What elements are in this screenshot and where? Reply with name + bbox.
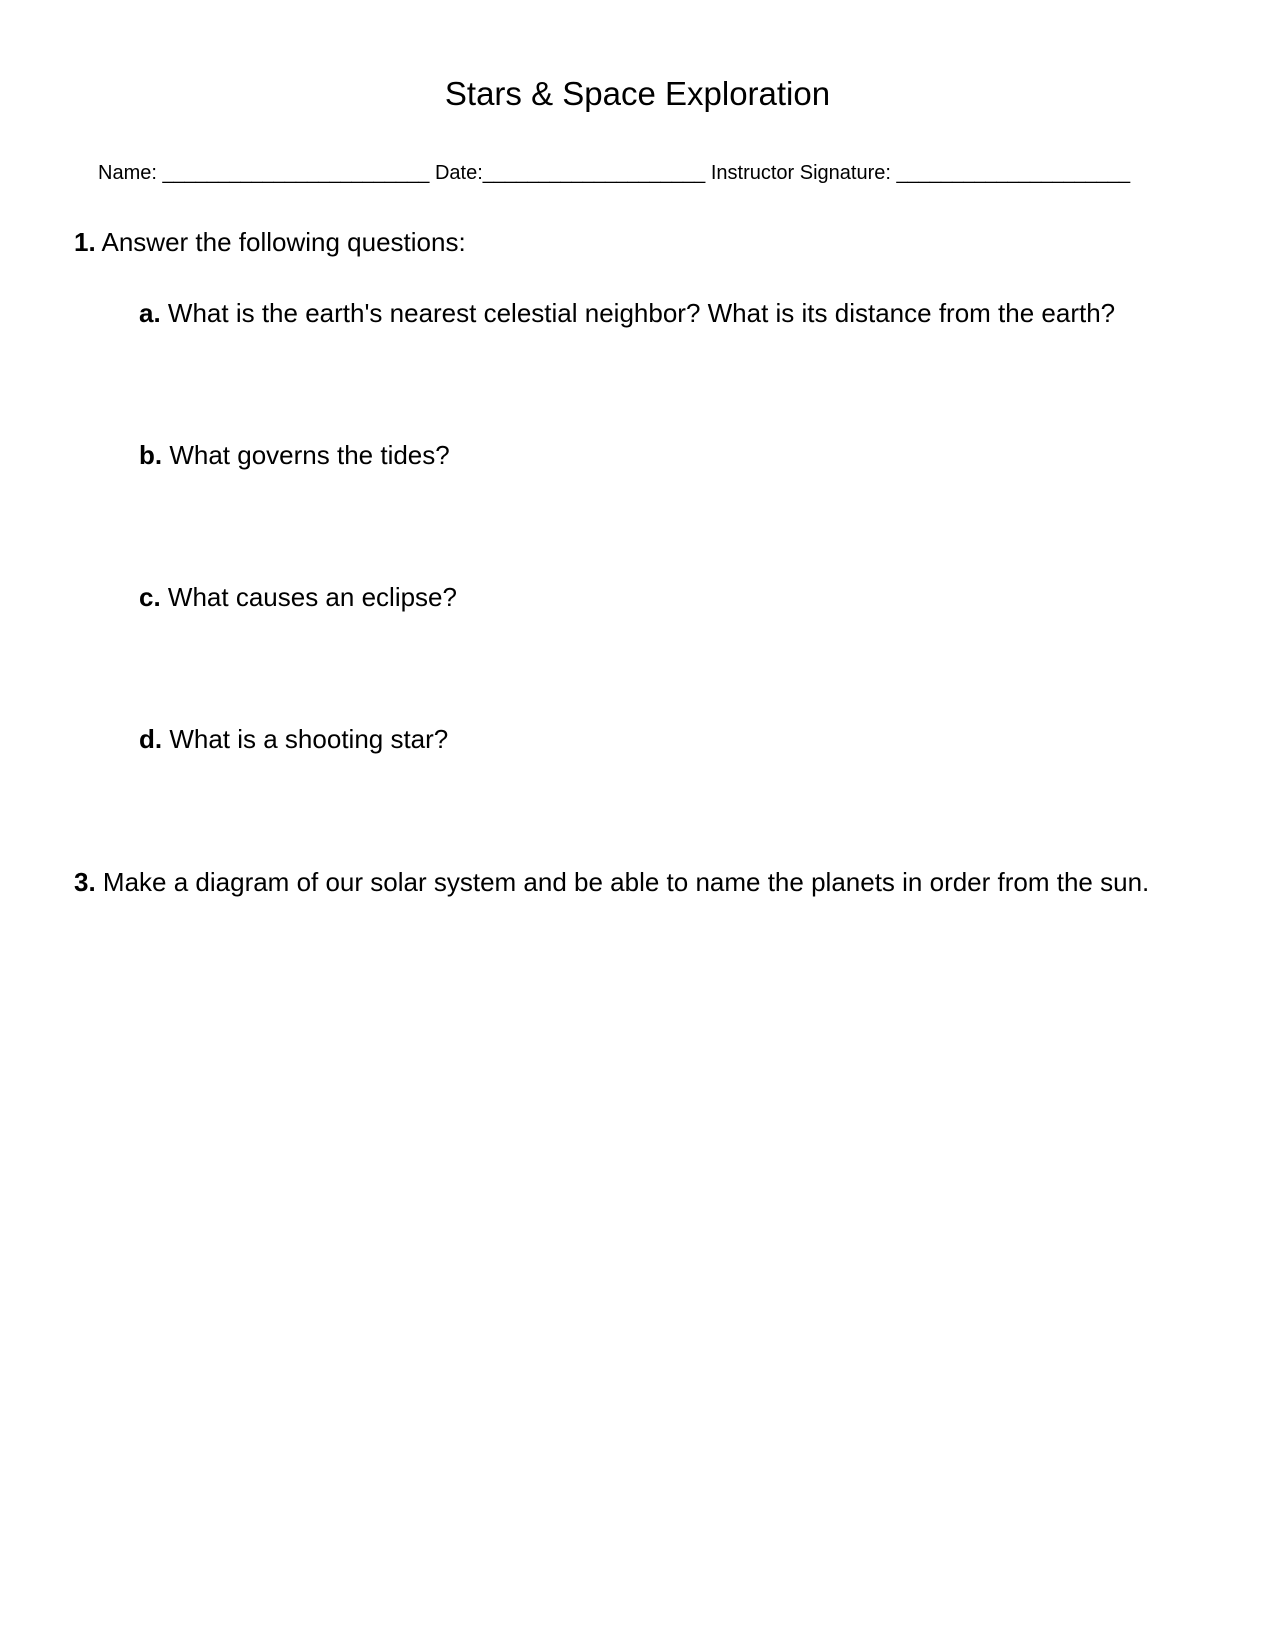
question-3-text: Make a diagram of our solar system and be able to name the planets in order from the sun. bbox=[102, 867, 1150, 897]
name-label: Name: bbox=[98, 162, 157, 184]
date-field: ____________________ bbox=[482, 162, 706, 184]
question-1-number: 1. bbox=[74, 227, 96, 257]
question-1d-number: d. bbox=[139, 724, 163, 754]
question-1b-number: b. bbox=[139, 440, 163, 470]
question-1d-text: What is a shooting star? bbox=[169, 724, 449, 754]
question-1d bbox=[139, 723, 448, 755]
question-1 bbox=[74, 226, 466, 258]
date-label: Date: bbox=[434, 162, 483, 184]
question-1a-text: What is the earth's nearest celestial neighbor? What is its distance from the earth? bbox=[167, 298, 1116, 328]
question-3 bbox=[74, 866, 1149, 898]
signature-label: Instructor Signature: bbox=[710, 162, 891, 184]
page-title: Stars & Space Exploration bbox=[444, 75, 831, 112]
question-3-number: 3. bbox=[74, 867, 96, 897]
question-1a-number: a. bbox=[139, 298, 161, 328]
question-1b-text: What governs the tides? bbox=[169, 440, 450, 470]
signature-field: _____________________ bbox=[896, 162, 1131, 184]
question-1c-text: What causes an eclipse? bbox=[167, 582, 457, 612]
question-1-text: Answer the following questions: bbox=[101, 227, 466, 257]
info-line bbox=[98, 160, 1130, 186]
question-1b bbox=[139, 439, 450, 471]
question-1c-number: c. bbox=[139, 582, 161, 612]
question-1c bbox=[139, 581, 457, 613]
question-1a bbox=[139, 297, 1115, 329]
name-field: ________________________ bbox=[162, 162, 430, 184]
